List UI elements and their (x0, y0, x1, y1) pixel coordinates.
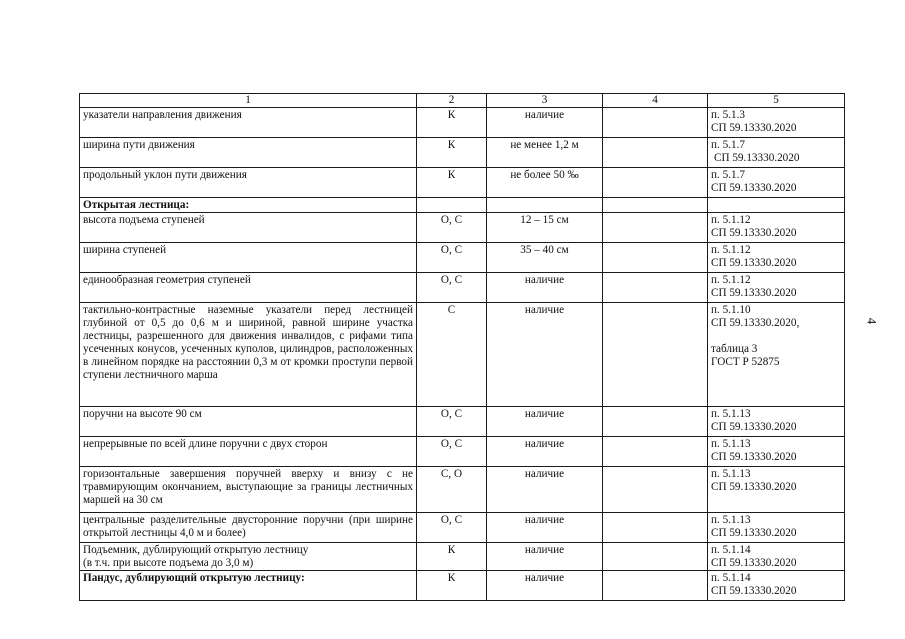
actual-value (603, 213, 708, 243)
requirement-name: ширина ступеней (80, 243, 417, 273)
actual-value (603, 138, 708, 168)
norm-reference (708, 571, 845, 601)
table-row (80, 273, 845, 303)
control-type: О, С (417, 513, 487, 543)
ref-clause: п. 5.1.13 (711, 468, 751, 480)
norm-reference (708, 513, 845, 543)
actual-value (603, 571, 708, 601)
requirement-name: центральные разделительные двусторонние поручни (при ширине открытой лестницы 4,0 м и более) (80, 513, 417, 543)
requirements-table (79, 93, 845, 601)
actual-value (603, 168, 708, 198)
table-row (80, 437, 845, 467)
table-row (80, 571, 845, 601)
page-number: 4 (864, 317, 880, 325)
ref-standard: СП 59.13330.2020 (711, 287, 797, 299)
norm-reference (708, 168, 845, 198)
norm-reference (708, 467, 845, 513)
ref-clause: п. 5.1.10 (711, 304, 751, 316)
ref-clause: п. 5.1.12 (711, 244, 751, 256)
norm-value: наличие (487, 467, 603, 513)
requirement-name: поручни на высоте 90 см (80, 407, 417, 437)
requirement-name: непрерывные по всей длине поручни с двух сторон (80, 437, 417, 467)
table-row (80, 543, 845, 571)
norm-value: 35 – 40 см (487, 243, 603, 273)
ref-clause: п. 5.1.13 (711, 438, 751, 450)
control-type: К (417, 571, 487, 601)
ref-clause: п. 5.1.13 (711, 514, 751, 526)
control-type: К (417, 138, 487, 168)
table-row (80, 108, 845, 138)
actual-value (603, 108, 708, 138)
requirement-name: тактильно-контрастные наземные указатели перед лестницей глубиной от 0,5 до 0,6 м и шириной, равной ширине участка лестницы, разрешенного для движения инвалидов, с рифами типа усеченных конусов, усеченных куполов, цилиндров, расположенных в линейном порядке на расстоянии 0,3 м от кромки проступи первой ступени лестничного марша (80, 303, 417, 407)
ref-standard: СП 59.13330.2020 (714, 152, 800, 164)
ref-standard: СП 59.13330.2020 (711, 481, 797, 493)
requirement-name: горизонтальные завершения поручней вверху и внизу с не травмирующим окончанием, выступающие за границы лестничных маршей на 30 см (80, 467, 417, 513)
ref-clause: п. 5.1.14 (711, 544, 751, 556)
norm-value: наличие (487, 437, 603, 467)
table-row (80, 303, 845, 407)
requirement-name: указатели направления движения (80, 108, 417, 138)
requirement-name: ширина пути движения (80, 138, 417, 168)
requirement-name (80, 543, 417, 571)
control-type: К (417, 108, 487, 138)
requirements-sheet (79, 93, 844, 601)
norm-reference (708, 543, 845, 571)
ref-clause: п. 5.1.13 (711, 408, 751, 420)
table-row (80, 407, 845, 437)
control-type: С, О (417, 467, 487, 513)
norm-value (487, 198, 603, 213)
actual-value (603, 243, 708, 273)
ref-clause: п. 5.1.14 (711, 572, 751, 584)
ref-standard: СП 59.13330.2020 (711, 227, 797, 239)
actual-value (603, 198, 708, 213)
ref-standard: СП 59.13330.2020 (711, 451, 797, 463)
control-type: С (417, 303, 487, 407)
norm-value: наличие (487, 571, 603, 601)
ref-standard: СП 59.13330.2020 (711, 585, 797, 597)
table-row (80, 467, 845, 513)
column-number-row (80, 94, 845, 108)
norm-reference (708, 138, 845, 168)
table-row (80, 513, 845, 543)
norm-reference (708, 437, 845, 467)
norm-value: наличие (487, 273, 603, 303)
table-row (80, 213, 845, 243)
control-type: О, С (417, 273, 487, 303)
ref-standard: СП 59.13330.2020 (711, 557, 797, 569)
section-title: Открытая лестница: (80, 198, 417, 213)
table-row (80, 168, 845, 198)
requirement-name: единообразная геометрия ступеней (80, 273, 417, 303)
ref-standard: СП 59.13330.2020 (711, 257, 797, 269)
actual-value (603, 543, 708, 571)
norm-value: наличие (487, 543, 603, 571)
norm-value: не более 50 ‰ (487, 168, 603, 198)
ref-standard: СП 59.13330.2020 (711, 527, 797, 539)
table-row (80, 138, 845, 168)
requirement-name: продольный уклон пути движения (80, 168, 417, 198)
control-type (417, 198, 487, 213)
norm-reference (708, 407, 845, 437)
norm-reference (708, 303, 845, 407)
ref-spacer (711, 330, 841, 343)
ref-clause: п. 5.1.7 (711, 139, 745, 151)
actual-value (603, 273, 708, 303)
actual-value (603, 437, 708, 467)
column-number-1: 1 (80, 94, 417, 108)
norm-reference (708, 108, 845, 138)
norm-value: наличие (487, 513, 603, 543)
actual-value (603, 467, 708, 513)
norm-reference (708, 243, 845, 273)
ref-clause: п. 5.1.12 (711, 274, 751, 286)
ref-table: таблица 3 (711, 343, 758, 355)
actual-value (603, 513, 708, 543)
requirement-name: высота подъема ступеней (80, 213, 417, 243)
actual-value (603, 303, 708, 407)
requirement-name-note: (в т.ч. при высоте подъема до 3,0 м) (83, 557, 254, 569)
control-type: О, С (417, 213, 487, 243)
norm-value: наличие (487, 407, 603, 437)
norm-value: наличие (487, 303, 603, 407)
column-number-2: 2 (417, 94, 487, 108)
norm-reference (708, 198, 845, 213)
norm-reference (708, 213, 845, 243)
requirement-name: Пандус, дублирующий открытую лестницу: (80, 571, 417, 601)
column-number-4: 4 (603, 94, 708, 108)
control-type: О, С (417, 243, 487, 273)
ref-standard: СП 59.13330.2020, (711, 317, 800, 329)
norm-reference (708, 273, 845, 303)
ref-standard: СП 59.13330.2020 (711, 182, 797, 194)
ref-standard: СП 59.13330.2020 (711, 421, 797, 433)
ref-gost: ГОСТ Р 52875 (711, 356, 780, 368)
requirement-name-main: Подъемник, дублирующий открытую лестницу (83, 544, 309, 556)
control-type: К (417, 543, 487, 571)
control-type: К (417, 168, 487, 198)
norm-value: 12 – 15 см (487, 213, 603, 243)
actual-value (603, 407, 708, 437)
ref-clause: п. 5.1.12 (711, 214, 751, 226)
table-row (80, 243, 845, 273)
control-type: О, С (417, 437, 487, 467)
column-number-3: 3 (487, 94, 603, 108)
column-number-5: 5 (708, 94, 845, 108)
section-row (80, 198, 845, 213)
ref-standard: СП 59.13330.2020 (711, 122, 797, 134)
norm-value: не менее 1,2 м (487, 138, 603, 168)
norm-value: наличие (487, 108, 603, 138)
ref-clause: п. 5.1.7 (711, 169, 745, 181)
control-type: О, С (417, 407, 487, 437)
ref-clause: п. 5.1.3 (711, 109, 745, 121)
